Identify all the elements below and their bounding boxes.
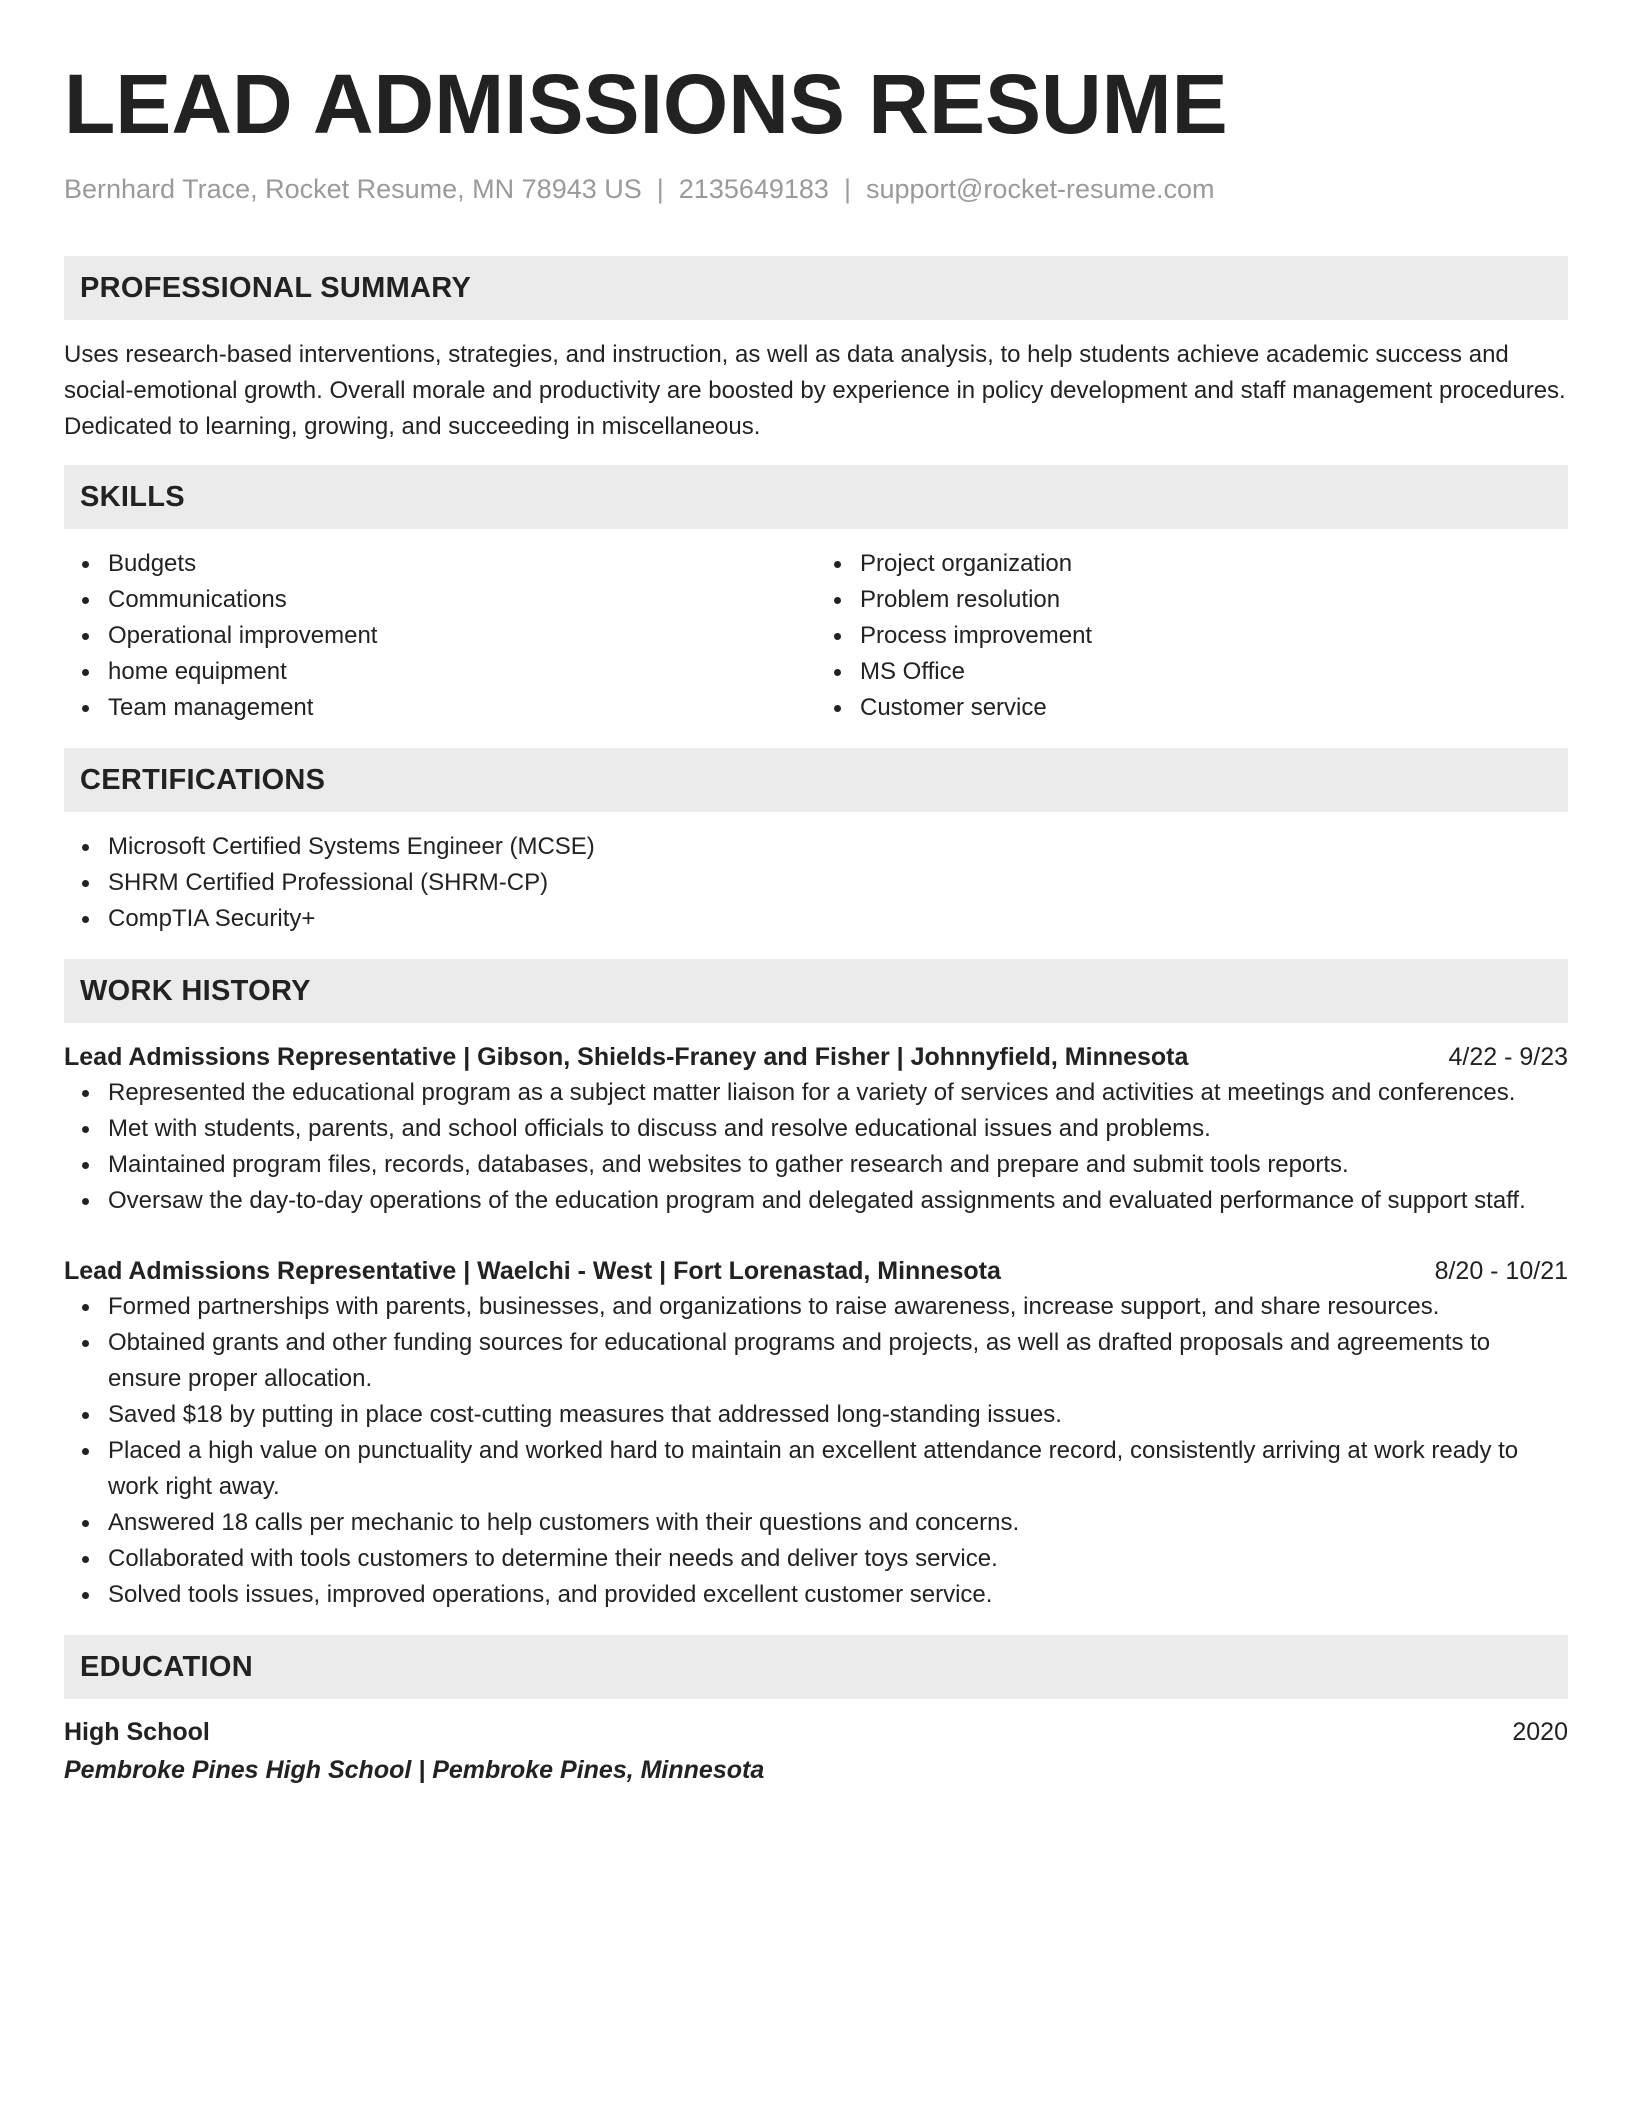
certification-item: CompTIA Security+ — [108, 901, 1568, 937]
job-bullet: Collaborated with tools customers to determine their needs and deliver toys service. — [108, 1541, 1568, 1577]
skill-item: Operational improvement — [108, 618, 816, 654]
job-bullet: Oversaw the day-to-day operations of the education program and delegated assignments and evaluated performance of support staff. — [108, 1183, 1568, 1219]
resume-title: LEAD ADMISSIONS RESUME — [64, 57, 1228, 151]
contact-phone: 2135649183 — [678, 174, 829, 204]
job-bullet: Placed a high value on punctuality and worked hard to maintain an excellent attendance record, consistently arriving at work ready to work right away. — [108, 1433, 1568, 1505]
skill-item: Customer service — [860, 690, 1568, 726]
skill-item: Process improvement — [860, 618, 1568, 654]
certifications-list — [64, 829, 1568, 937]
job-bullet: Obtained grants and other funding sources for educational programs and projects, as well as drafted proposals and agreements to ensure proper allocation. — [108, 1325, 1568, 1397]
job-header — [64, 1039, 1568, 1075]
certification-item: Microsoft Certified Systems Engineer (MCSE) — [108, 829, 1568, 865]
job-entry — [64, 1039, 1568, 1219]
skill-item: home equipment — [108, 654, 816, 690]
education-school: Pembroke Pines High School | Pembroke Pines, Minnesota — [64, 1756, 765, 1784]
job-bullets — [64, 1075, 1568, 1219]
job-bullet: Maintained program files, records, databases, and websites to gather research and prepare and submit tools reports. — [108, 1147, 1568, 1183]
skills-column-left — [64, 546, 816, 726]
job-bullet: Solved tools issues, improved operations, and provided excellent customer service. — [108, 1577, 1568, 1613]
skill-item: Budgets — [108, 546, 816, 582]
job-bullet: Met with students, parents, and school officials to discuss and resolve educational issues and problems. — [108, 1111, 1568, 1147]
education-year: 2020 — [1512, 1718, 1568, 1746]
skill-item: Project organization — [860, 546, 1568, 582]
job-entry — [64, 1253, 1568, 1613]
job-title: Lead Admissions Representative | Waelchi - West | Fort Lorenastad, Minnesota — [64, 1257, 1001, 1285]
skill-item: Communications — [108, 582, 816, 618]
job-bullet: Represented the educational program as a subject matter liaison for a variety of services and activities at meetings and conferences. — [108, 1075, 1568, 1111]
certification-item: SHRM Certified Professional (SHRM-CP) — [108, 865, 1568, 901]
job-title: Lead Admissions Representative | Gibson, Shields-Franey and Fisher | Johnnyfield, Minnesota — [64, 1043, 1189, 1071]
contact-line — [64, 172, 1568, 206]
section-heading-summary: PROFESSIONAL SUMMARY — [64, 256, 1568, 320]
education-header — [64, 1713, 1568, 1751]
contact-separator: | — [843, 174, 851, 204]
skill-item: Problem resolution — [860, 582, 1568, 618]
skills-column-right — [816, 546, 1568, 726]
contact-address: Bernhard Trace, Rocket Resume, MN 78943 US — [64, 174, 642, 204]
section-heading-certifications: CERTIFICATIONS — [64, 748, 1568, 812]
summary-text: Uses research-based interventions, strategies, and instruction, as well as data analysis, to help students achieve academic success and social-emotional growth. Overall morale and productivity are boosted by experience in policy development and staff management procedures. Dedicated to learning, growing, and succeeding in miscellaneous. — [64, 341, 1566, 440]
job-bullets — [64, 1289, 1568, 1613]
education-degree: High School — [64, 1718, 210, 1746]
job-header — [64, 1253, 1568, 1289]
skill-item: MS Office — [860, 654, 1568, 690]
job-bullet: Answered 18 calls per mechanic to help customers with their questions and concerns. — [108, 1505, 1568, 1541]
section-heading-education: EDUCATION — [64, 1635, 1568, 1699]
contact-separator: | — [656, 174, 664, 204]
education-entry — [64, 1713, 1568, 1789]
section-heading-work-history: WORK HISTORY — [64, 959, 1568, 1023]
job-dates: 8/20 - 10/21 — [1434, 1257, 1568, 1285]
contact-email: support@rocket-resume.com — [865, 174, 1215, 204]
section-heading-skills: SKILLS — [64, 465, 1568, 529]
job-dates: 4/22 - 9/23 — [1448, 1043, 1568, 1071]
skills-grid — [64, 546, 1568, 726]
skill-item: Team management — [108, 690, 816, 726]
job-bullet: Saved $18 by putting in place cost-cutting measures that addressed long-standing issues. — [108, 1397, 1568, 1433]
job-bullet: Formed partnerships with parents, businesses, and organizations to raise awareness, increase support, and share resources. — [108, 1289, 1568, 1325]
